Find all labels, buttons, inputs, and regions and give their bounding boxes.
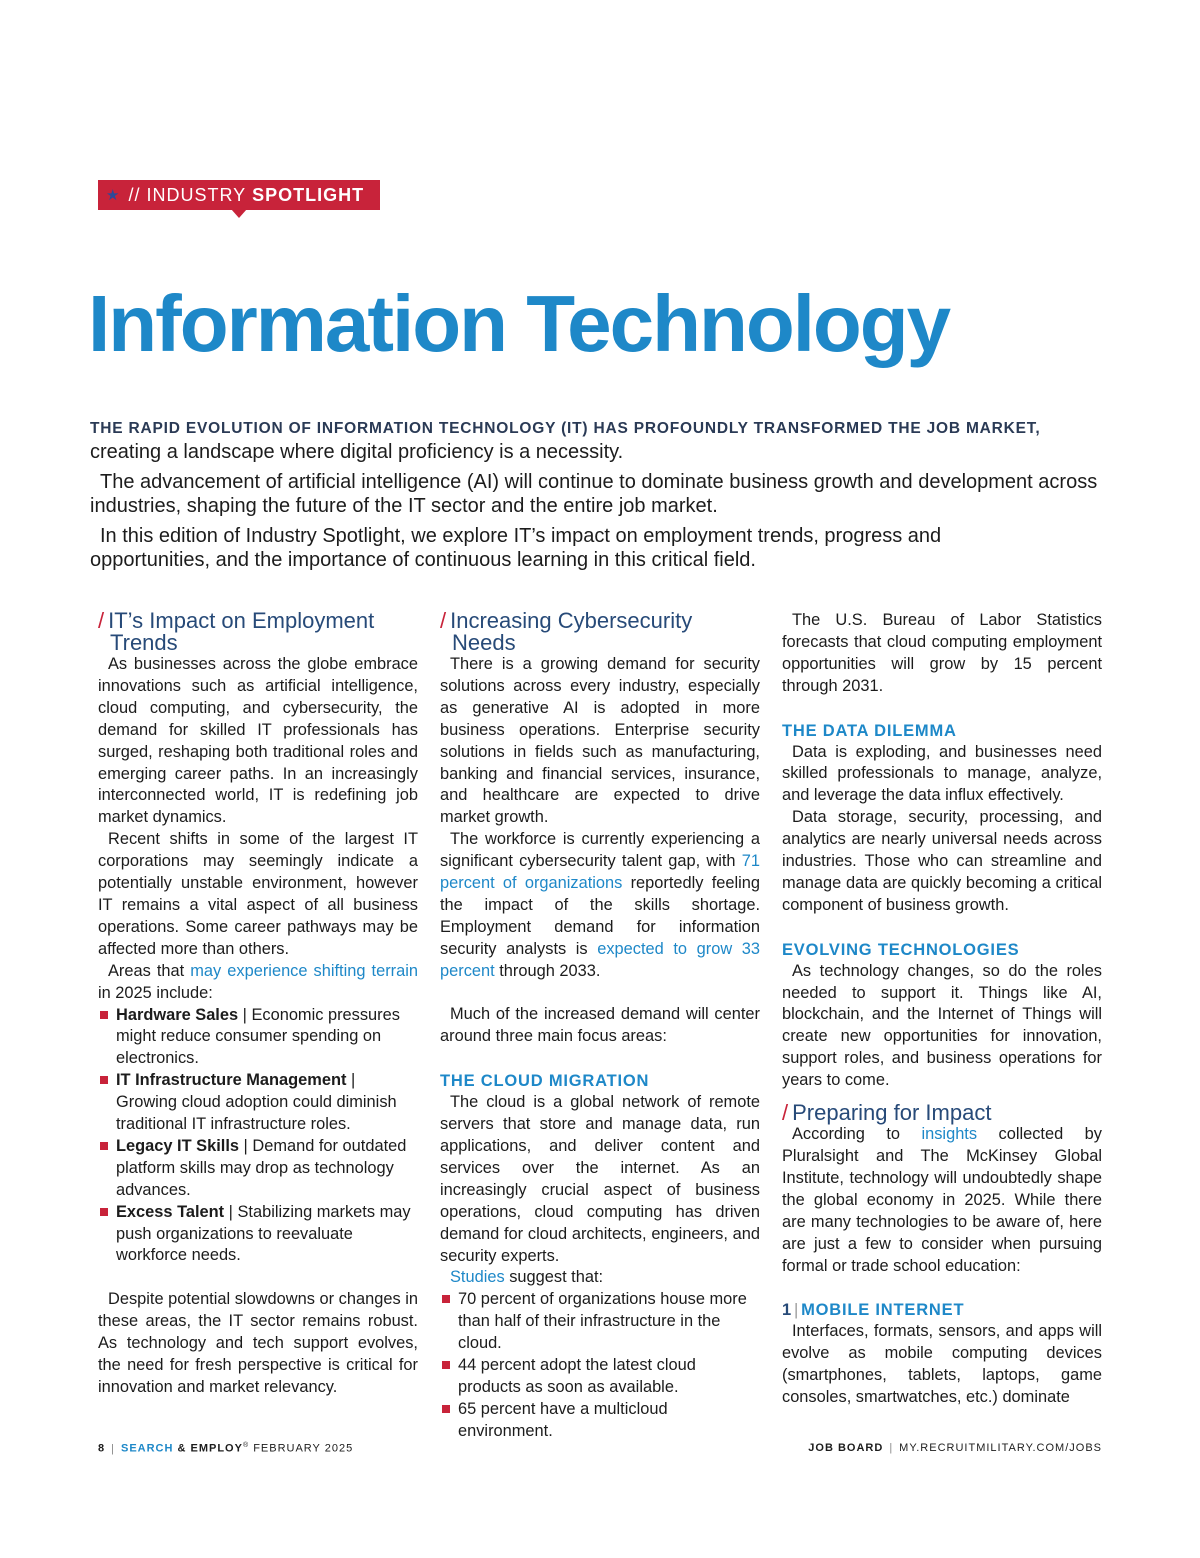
list-item: Hardware Sales | Economic pressures might reduce consumer spending on electronics.	[98, 1005, 418, 1071]
column-1	[98, 610, 418, 1399]
tag-prefix: // INDUSTRY	[128, 184, 247, 205]
paragraph: The cloud is a global network of remote servers that store and manage data, run applications, and deliver content and services over the internet. As an increasingly crucial aspect of business operations, cloud computing has driven demand for cloud architects, engineers, and security experts.	[440, 1093, 760, 1265]
brand-name: SEARCH	[120, 1442, 174, 1455]
link-studies[interactable]: Studies	[450, 1268, 505, 1287]
list-item: 44 percent adopt the latest cloud products as soon as available.	[440, 1355, 760, 1399]
tag-pointer	[231, 209, 247, 218]
paragraph: According to insights collected by Pluralsight and The McKinsey Global Institute, technology will undoubtedly shape the global economy in 2025. While there are many technologies to be aware of, here are just a few to consider when pursuing formal or trade school education:	[782, 1125, 1102, 1275]
paragraph: Despite potential slowdowns or changes in these areas, the IT sector remains robust. As technology and tech support evolves, the need for fresh perspective is critical for innovation and market relevancy.	[98, 1290, 418, 1396]
star-icon: ★	[106, 187, 121, 204]
column-3	[782, 610, 1102, 1409]
list-item: 65 percent have a multicloud environment.	[440, 1399, 760, 1443]
intro-paragraph-3: In this edition of Industry Spotlight, we explore IT’s impact on employment trends, progress and opportunities, and the importance of continuous learning in this critical field.	[90, 525, 942, 571]
paragraph: Interfaces, formats, sensors, and apps will evolve as mobile computing devices (smartphones, tablets, laptops, game consoles, smartwatches, etc.) dominate	[782, 1322, 1102, 1407]
paragraph: Areas that may experience shifting terrain in 2025 include:	[98, 961, 419, 1002]
list-item: Legacy IT Skills | Demand for outdated platform skills may drop as technology advances.	[98, 1136, 418, 1202]
paragraph: As businesses across the globe embrace innovations such as artificial intelligence, cloud computing, and cybersecurity, the demand for skilled IT professionals has surged, reshaping both traditional roles and emerging career paths. In an increasingly interconnected world, IT is redefining job market dynamics.	[98, 655, 418, 827]
link-expected-to-grow[interactable]: expected to grow 33 percent	[440, 939, 760, 980]
footer-left: 8 | SEARCH & EMPLOY® FEBRUARY 2025	[98, 1442, 354, 1455]
footer-right: JOB BOARD | MY.RECRUITMILITARY.COM/JOBS	[808, 1442, 1102, 1454]
section-heading-cybersecurity: / Increasing Cybersecurity Needs	[440, 608, 693, 655]
job-board-label: JOB BOARD	[808, 1442, 884, 1454]
link-71-percent[interactable]: 71 percent of organizations	[440, 852, 760, 893]
paragraph: As technology changes, so do the roles needed to support it. Things like AI, blockchain, and the Internet of Things will create new opportunities for innovation, support roles, and business operations for years to come.	[782, 961, 1102, 1090]
list-item: Excess Talent | Stabilizing markets may push organizations to reevaluate workforce needs.	[98, 1202, 418, 1268]
subheading-evolving-technologies: EVOLVING TECHNOLOGIES	[782, 940, 1020, 959]
intro-paragraph-2: The advancement of artificial intelligence (AI) will continue to dominate business growth and development across industries, shaping the future of the IT sector and the entire job market.	[90, 471, 1098, 517]
intro-paragraph-1: creating a landscape where digital proficiency is a necessity.	[90, 441, 624, 463]
section-heading-preparing: / Preparing for Impact	[782, 1100, 992, 1126]
list-item: IT Infrastructure Management | Growing cloud adoption could diminish traditional IT infrastructure roles.	[98, 1070, 418, 1136]
paragraph: Studies suggest that:	[450, 1268, 604, 1287]
link-insights[interactable]: insights	[921, 1125, 978, 1144]
paragraph: Recent shifts in some of the largest IT corporations may seemingly indicate a potentially unstable environment, however IT remains a vital aspect of all business operations. Some career pathways may be affected more than others.	[98, 830, 418, 958]
bullet-list	[440, 1289, 760, 1442]
subheading-mobile-internet: 1 | MOBILE INTERNET	[782, 1301, 965, 1320]
intro	[90, 418, 1100, 572]
subheading-data-dilemma: THE DATA DILEMMA	[782, 721, 957, 740]
paragraph: The workforce is currently experiencing a significant cybersecurity talent gap, with 71 percent of organizations reportedly feeling the impact of the skills shortage. Employment demand for information security analysts is expected to grow 33 percent through 2033.	[440, 830, 760, 980]
page-number: 8	[98, 1442, 106, 1455]
paragraph: Data storage, security, processing, and analytics are nearly universal needs across industries. Those who can streamline and manage data are quickly becoming a critical component of business growth.	[782, 808, 1102, 914]
paragraph: Data is exploding, and businesses need skilled professionals to manage, analyze, and leverage the data influx effectively.	[782, 742, 1102, 805]
subheading-cloud-migration: THE CLOUD MIGRATION	[440, 1072, 650, 1091]
tag-label: SPOTLIGHT	[252, 184, 365, 205]
section-heading-employment: / IT’s Impact on Employment Trends	[98, 608, 375, 655]
link-shifting-terrain[interactable]: may experience shifting terrain	[190, 961, 419, 980]
intro-lead-caps: THE RAPID EVOLUTION OF INFORMATION TECHNOLOGY (IT) HAS PROFOUNDLY TRANSFORMED THE JOB MARKET,	[90, 420, 1041, 437]
paragraph: There is a growing demand for security solutions across every industry, especially as generative AI is adopted in more business operations. Enterprise security solutions in fields such as manufacturing, banking and financial services, insurance, and healthcare are expected to drive market growth.	[440, 655, 760, 827]
bullet-list	[98, 1005, 418, 1268]
job-board-url[interactable]: MY.RECRUITMILITARY.COM/JOBS	[899, 1442, 1102, 1454]
column-2	[440, 610, 760, 1443]
industry-spotlight-tag	[98, 180, 380, 210]
paragraph: Much of the increased demand will center around three main focus areas:	[440, 1005, 760, 1046]
paragraph: The U.S. Bureau of Labor Statistics forecasts that cloud computing employment opportunities will grow by 15 percent through 2031.	[782, 611, 1102, 695]
list-item: 70 percent of organizations house more than half of their infrastructure in the cloud.	[440, 1289, 760, 1355]
issue-date: FEBRUARY 2025	[253, 1442, 354, 1455]
page-title: Information Technology	[88, 279, 950, 368]
